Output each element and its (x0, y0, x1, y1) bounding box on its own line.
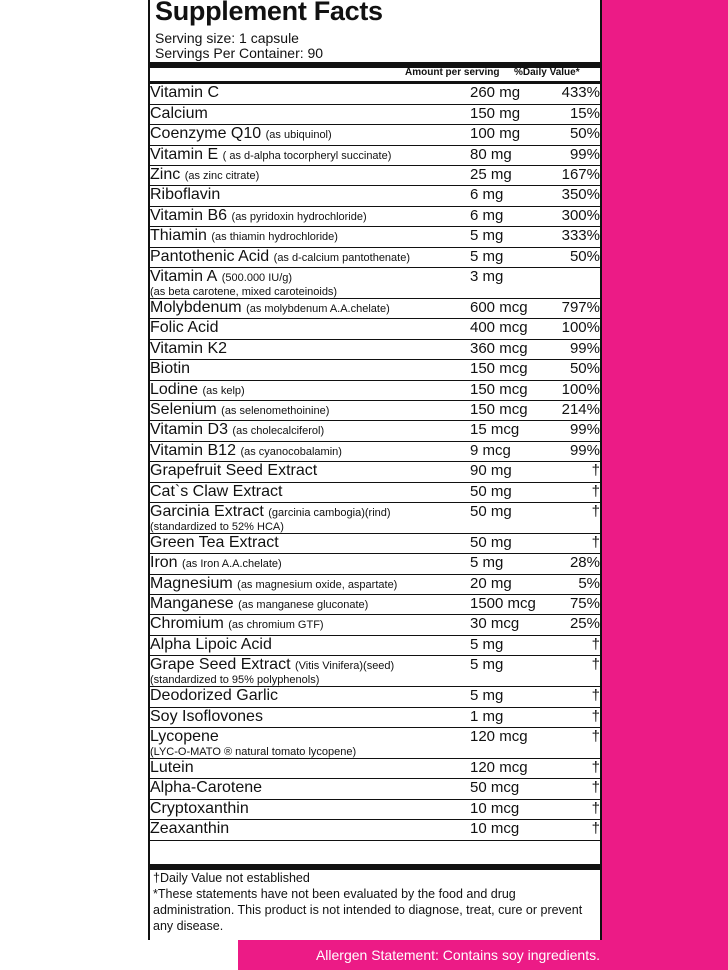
nutrient-name: Garcinia Extract (150, 502, 264, 520)
nutrient-amount: 5 mg (470, 554, 548, 574)
nutrient-qualifier: (500.000 IU/g) (221, 272, 293, 285)
table-row (150, 574, 600, 594)
table-row (150, 759, 600, 779)
nutrient-name: Chromium (150, 615, 224, 633)
table-row (150, 247, 600, 267)
nutrient-amount: 6 mg (470, 206, 548, 226)
nutrient-daily-value: 99% (548, 339, 600, 359)
nutrient-name-cell (150, 687, 470, 707)
nutrient-name: Calcium (150, 104, 208, 122)
nutrient-qualifier: (as manganese gluconate) (238, 599, 369, 612)
nutrient-amount: 5 mg (470, 656, 548, 687)
nutrient-daily-value: † (548, 533, 600, 553)
nutrient-amount: 600 mcg (470, 299, 548, 319)
nutrient-daily-value: † (548, 482, 600, 502)
table-row (150, 421, 600, 441)
nutrient-amount: 80 mg (470, 145, 548, 165)
table-row (150, 615, 600, 635)
nutrient-name-cell (150, 104, 470, 124)
nutrient-amount: 10 mcg (470, 820, 548, 840)
nutrient-amount: 30 mcg (470, 615, 548, 635)
nutrient-name: Cryptoxanthin (150, 799, 249, 817)
nutrient-name: Pantothenic Acid (150, 247, 270, 265)
nutrient-name: Vitamin D3 (150, 421, 228, 439)
nutrient-qualifier: (as d-calcium pantothenate) (273, 251, 411, 264)
table-row (150, 227, 600, 247)
nutrient-name: Folic Acid (150, 319, 219, 337)
nutrient-qualifier: (as selenomethoinine) (221, 404, 330, 417)
nutrient-qualifier: (as kelp) (202, 384, 245, 397)
table-row (150, 820, 600, 840)
nutrient-amount: 50 mg (470, 533, 548, 553)
nutrient-amount: 360 mcg (470, 339, 548, 359)
nutrient-name-cell (150, 84, 470, 104)
nutrient-amount: 50 mcg (470, 779, 548, 799)
nutrient-name-cell (150, 820, 470, 840)
nutrient-name: Lycopene (150, 728, 219, 746)
table-row (150, 728, 600, 759)
nutrient-amount: 5 mg (470, 687, 548, 707)
nutrient-name: Thiamin (150, 227, 207, 245)
nutrient-amount: 20 mg (470, 574, 548, 594)
nutrient-daily-value: 15% (548, 104, 600, 124)
nutrient-qualifier: (as pyridoxin hydrochloride) (231, 210, 367, 223)
table-row (150, 400, 600, 420)
nutrient-name: Iron (150, 554, 178, 572)
header-daily-value: %Daily Value* (514, 67, 580, 78)
nutrient-daily-value: † (548, 707, 600, 727)
nutrient-amount: 6 mg (470, 186, 548, 206)
nutrient-qualifier: (garcinia cambogia)(rind) (268, 506, 391, 519)
nutrient-name-cell (150, 227, 470, 247)
nutrient-qualifier: (as chromium GTF) (228, 619, 324, 632)
header-amount-per-serving: Amount per serving (405, 67, 500, 78)
nutrient-name: Vitamin B12 (150, 441, 236, 459)
nutrient-name-cell (150, 635, 470, 655)
nutrient-name: Vitamin B6 (150, 206, 228, 224)
nutrient-name-cell (150, 615, 470, 635)
nutrient-name-cell (150, 799, 470, 819)
nutrient-daily-value: † (548, 502, 600, 533)
nutrient-qualifier: ( as d-alpha tocorpheryl succinate) (222, 149, 392, 162)
table-row (150, 360, 600, 380)
nutrient-daily-value: 433% (548, 84, 600, 104)
nutrient-amount: 1500 mcg (470, 595, 548, 615)
nutrient-daily-value: † (548, 759, 600, 779)
nutrient-qualifier: (Vitis Vinifera)(seed) (294, 660, 395, 673)
nutrient-qualifier: (as ubiquinol) (265, 129, 332, 142)
table-row (150, 656, 600, 687)
nutrient-name: Selenium (150, 400, 217, 418)
table-row (150, 462, 600, 482)
nutrient-name: Deodorized Garlic (150, 687, 279, 705)
nutrient-qualifier: (as Iron A.A.chelate) (182, 558, 282, 571)
nutrient-daily-value: † (548, 799, 600, 819)
nutrient-amount: 90 mg (470, 462, 548, 482)
nutrient-daily-value: 75% (548, 595, 600, 615)
nutrient-name-cell (150, 400, 470, 420)
table-row (150, 299, 600, 319)
nutrient-amount: 150 mg (470, 104, 548, 124)
nutrient-name: Vitamin A (150, 268, 218, 286)
nutrient-amount: 150 mcg (470, 360, 548, 380)
nutrient-amount: 5 mg (470, 227, 548, 247)
nutrient-name: Molybdenum (150, 299, 242, 317)
allergen-statement: Allergen Statement: Contains soy ingredients. (315, 947, 600, 963)
table-row (150, 707, 600, 727)
nutrient-name-cell (150, 482, 470, 502)
nutrient-amount: 15 mcg (470, 421, 548, 441)
table-row (150, 319, 600, 339)
table-row (150, 125, 600, 145)
table-row (150, 268, 600, 299)
nutrient-amount: 260 mg (470, 84, 548, 104)
nutrient-name: Lutein (150, 759, 194, 777)
nutrient-amount: 3 mg (470, 268, 548, 299)
table-row (150, 799, 600, 819)
nutrient-name-cell (150, 759, 470, 779)
nutrient-name: Alpha Lipoic Acid (150, 635, 272, 653)
nutrient-daily-value: 50% (548, 125, 600, 145)
panel-title: Supplement Facts (155, 0, 383, 26)
nutrient-amount: 10 mcg (470, 799, 548, 819)
nutrient-daily-value: † (548, 462, 600, 482)
nutrient-qualifier: (as cyanocobalamin) (240, 445, 342, 458)
nutrient-daily-value: 214% (548, 400, 600, 420)
nutrient-daily-value: 167% (548, 166, 600, 186)
nutrient-daily-value: 99% (548, 421, 600, 441)
table-row (150, 779, 600, 799)
nutrient-name: Grapefruit Seed Extract (150, 462, 318, 480)
nutrient-daily-value: 25% (548, 615, 600, 635)
nutrient-qualifier-line2: (as beta carotene, mixed caroteinoids) (150, 286, 338, 299)
nutrient-name: Cat`s Claw Extract (150, 482, 283, 500)
nutrient-daily-value: 50% (548, 360, 600, 380)
nutrient-name-cell (150, 319, 470, 339)
nutrient-qualifier-line2: (standardized to 95% polyphenols) (150, 674, 320, 687)
table-row (150, 533, 600, 553)
nutrient-daily-value: 5% (548, 574, 600, 594)
nutrient-name: Lodine (150, 380, 199, 398)
nutrient-qualifier: (as zinc citrate) (184, 170, 260, 183)
nutrient-amount: 50 mg (470, 482, 548, 502)
nutrient-name: Magnesium (150, 574, 233, 592)
nutrient-daily-value: 300% (548, 206, 600, 226)
table-row (150, 502, 600, 533)
nutrient-daily-value: 350% (548, 186, 600, 206)
nutrient-name: Coenzyme Q10 (150, 125, 262, 143)
nutrient-qualifier: (as molybdenum A.A.chelate) (246, 303, 390, 316)
table-row (150, 687, 600, 707)
nutrient-table (150, 84, 600, 841)
nutrient-name-cell (150, 656, 470, 687)
serving-size: Serving size: 1 capsule (155, 30, 299, 46)
nutrient-name-cell (150, 462, 470, 482)
nutrient-name-cell (150, 707, 470, 727)
nutrient-name: Soy Isoflovones (150, 707, 263, 725)
nutrient-name: Vitamin C (150, 84, 220, 101)
supplement-facts-panel (148, 0, 602, 940)
nutrient-name-cell (150, 339, 470, 359)
nutrient-name-cell (150, 206, 470, 226)
nutrient-amount: 400 mcg (470, 319, 548, 339)
nutrient-daily-value: † (548, 779, 600, 799)
nutrient-amount: 9 mcg (470, 441, 548, 461)
nutrient-name: Manganese (150, 595, 234, 613)
table-row (150, 166, 600, 186)
table-row (150, 482, 600, 502)
nutrient-amount: 5 mg (470, 247, 548, 267)
nutrient-daily-value: † (548, 687, 600, 707)
nutrient-name: Vitamin K2 (150, 339, 228, 357)
nutrient-name-cell (150, 186, 470, 206)
nutrient-qualifier: (as thiamin hydrochloride) (211, 231, 338, 244)
pink-side-band (602, 0, 728, 970)
nutrient-amount: 150 mcg (470, 380, 548, 400)
nutrient-name-cell (150, 779, 470, 799)
nutrient-daily-value: 333% (548, 227, 600, 247)
nutrient-name: Green Tea Extract (150, 533, 279, 551)
nutrient-name: Vitamin E (150, 145, 219, 163)
nutrient-qualifier: (as cholecalciferol) (232, 425, 325, 438)
nutrient-qualifier-line2: (LYC-O-MATO ® natural tomato lycopene) (150, 746, 357, 759)
nutrient-name-cell (150, 728, 470, 759)
nutrient-name-cell (150, 533, 470, 553)
nutrient-daily-value: 100% (548, 319, 600, 339)
nutrient-amount: 1 mg (470, 707, 548, 727)
nutrient-name-cell (150, 574, 470, 594)
nutrient-daily-value: † (548, 656, 600, 687)
nutrient-qualifier: (as magnesium oxide, aspartate) (237, 578, 398, 591)
nutrient-amount: 120 mcg (470, 759, 548, 779)
nutrient-name-cell (150, 268, 470, 299)
nutrient-name-cell (150, 595, 470, 615)
nutrient-qualifier-line2: (standardized to 52% HCA) (150, 520, 284, 533)
nutrient-name: Alpha-Carotene (150, 779, 263, 797)
nutrient-name-cell (150, 145, 470, 165)
nutrient-amount: 50 mg (470, 502, 548, 533)
nutrient-daily-value: 797% (548, 299, 600, 319)
nutrient-name-cell (150, 166, 470, 186)
nutrient-name-cell (150, 247, 470, 267)
table-row (150, 595, 600, 615)
nutrient-daily-value: † (548, 728, 600, 759)
table-row (150, 554, 600, 574)
nutrient-name-cell (150, 360, 470, 380)
table-row (150, 104, 600, 124)
nutrient-amount: 150 mcg (470, 400, 548, 420)
table-row (150, 441, 600, 461)
nutrient-name-cell (150, 125, 470, 145)
left-background (0, 0, 150, 970)
nutrient-name: Zeaxanthin (150, 820, 230, 838)
nutrient-daily-value: 99% (548, 441, 600, 461)
nutrient-name-cell (150, 299, 470, 319)
nutrient-daily-value: 28% (548, 554, 600, 574)
table-row (150, 145, 600, 165)
footnote-daily-value: †Daily Value not established (153, 871, 310, 885)
nutrient-name-cell (150, 554, 470, 574)
nutrient-amount: 100 mg (470, 125, 548, 145)
nutrient-daily-value: † (548, 635, 600, 655)
nutrient-daily-value: † (548, 820, 600, 840)
nutrient-name: Biotin (150, 360, 191, 378)
footnote-disclaimer: *These statements have not been evaluated by the food and drug administration. This product is not intended to diagnose, treat, cure or prevent any disease. (153, 887, 583, 933)
table-row (150, 380, 600, 400)
nutrient-amount: 5 mg (470, 635, 548, 655)
servings-per-container: Servings Per Container: 90 (155, 45, 324, 61)
nutrient-name-cell (150, 380, 470, 400)
nutrient-name: Zinc (150, 166, 181, 184)
nutrient-name-cell (150, 421, 470, 441)
nutrient-daily-value: 50% (548, 247, 600, 267)
nutrient-daily-value: 99% (548, 145, 600, 165)
table-row (150, 186, 600, 206)
nutrient-amount: 25 mg (470, 166, 548, 186)
table-row (150, 206, 600, 226)
nutrient-name-cell (150, 502, 470, 533)
table-row (150, 84, 600, 104)
nutrient-daily-value: 100% (548, 380, 600, 400)
table-row (150, 635, 600, 655)
nutrient-name-cell (150, 441, 470, 461)
nutrient-name: Riboflavin (150, 186, 221, 204)
nutrient-name: Grape Seed Extract (150, 656, 291, 674)
nutrient-daily-value (548, 268, 600, 299)
table-row (150, 339, 600, 359)
nutrient-amount: 120 mcg (470, 728, 548, 759)
